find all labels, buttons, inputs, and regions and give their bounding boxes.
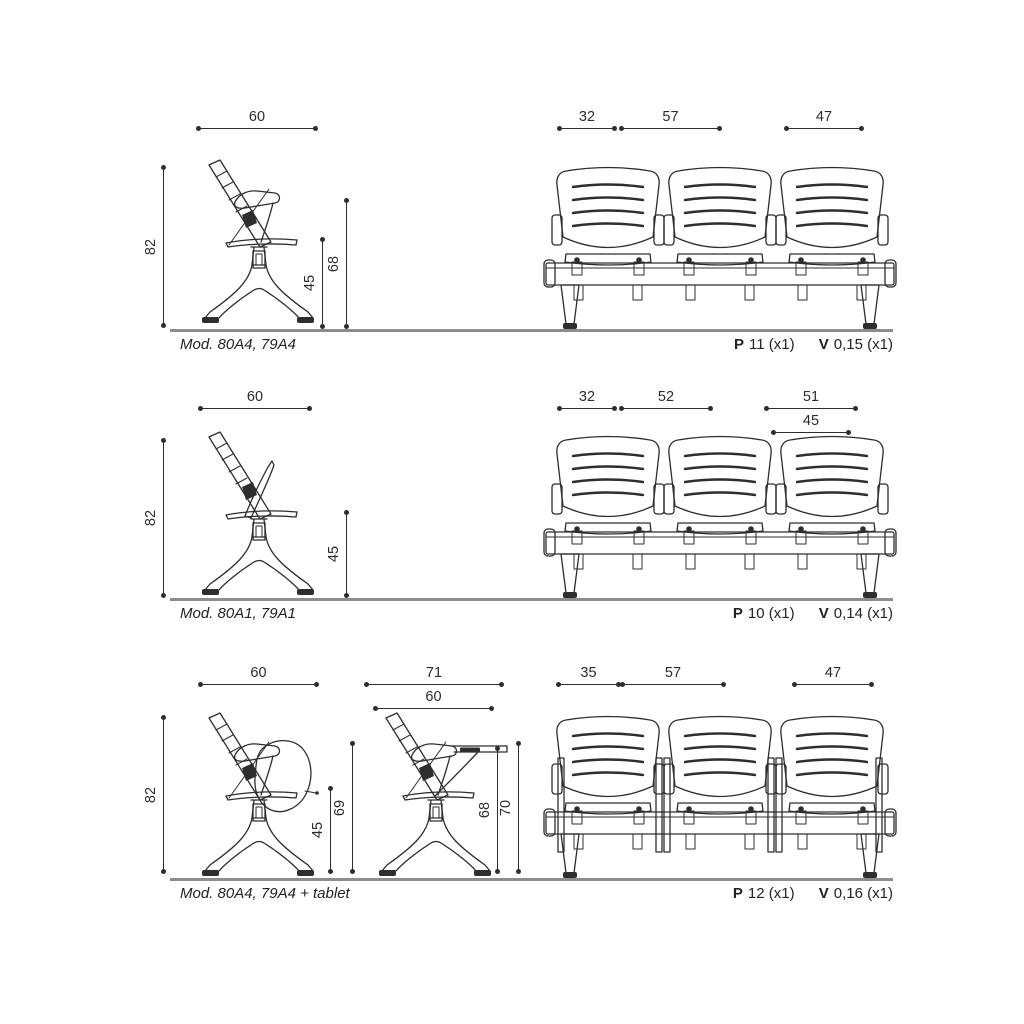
weight-value: 10 (x1) [747, 605, 795, 622]
weight-value: 12 (x1) [747, 885, 795, 902]
dim-value: 82 [143, 509, 159, 527]
volume-value: 0,14 (x1) [833, 605, 893, 622]
dim-side2-width [374, 689, 493, 709]
dim-value: 45 [302, 274, 318, 292]
front-view-bench-drawing [544, 432, 896, 600]
dim-seat-height [326, 511, 347, 597]
side-view-chair-tablet-folded-drawing [185, 705, 335, 881]
dim-value: 57 [664, 665, 682, 681]
volume-label: V [818, 605, 829, 622]
front-view-bench-tablet-drawing [544, 712, 896, 880]
volume-value: 0,15 (x1) [833, 336, 893, 353]
dim-value: 57 [662, 109, 679, 125]
dim-value: 82 [143, 786, 159, 803]
dim-bench-b [620, 389, 712, 409]
dim-value: 35 [580, 665, 597, 681]
dim-value: 70 [498, 799, 514, 816]
dim-bench-c [785, 109, 863, 129]
dim-seat-height [310, 787, 331, 873]
dim-value: 69 [332, 799, 348, 816]
model-label: Mod. 80A4, 79A4 + tablet [180, 885, 350, 902]
weight-label: P [734, 336, 745, 353]
volume-label: V [818, 336, 829, 353]
dim-value: 47 [815, 109, 833, 125]
dim-total-height [143, 439, 164, 597]
dim-bench-c [765, 389, 857, 409]
dim-value: 68 [477, 801, 493, 819]
dim-bench-b [620, 109, 721, 129]
dim-bench-a [558, 109, 616, 129]
dim-seat-height [302, 238, 323, 328]
spec-line [734, 336, 893, 353]
dim-value: 32 [578, 389, 596, 405]
dim-value: 45 [310, 821, 326, 839]
dim-value: 45 [326, 545, 342, 563]
side-view-chair-armless-drawing [185, 424, 335, 600]
volume-label: V [818, 885, 829, 902]
dim-side-width [197, 109, 317, 129]
dim-side-width [199, 665, 318, 685]
dim-bench-c2 [772, 413, 850, 433]
weight-label: P [732, 885, 743, 902]
spec-line [733, 605, 893, 622]
dim-bench-b [621, 665, 725, 685]
baseline-rule [170, 329, 893, 332]
dim-value: 60 [246, 389, 264, 405]
baseline-rule [170, 878, 893, 881]
front-view-bench-drawing [544, 163, 896, 331]
dim-value: 60 [425, 689, 442, 705]
spec-line [733, 885, 893, 902]
dim-value: 60 [248, 109, 266, 125]
dim-total-height [143, 716, 164, 873]
model-label: Mod. 80A4, 79A4 [180, 336, 296, 353]
volume-value: 0,16 (x1) [833, 885, 893, 902]
model-label: Mod. 80A1, 79A1 [180, 605, 296, 622]
dim-bench-a [558, 389, 616, 409]
dim-value: 45 [802, 413, 820, 429]
dim-value: 32 [578, 109, 596, 125]
dim-value: 52 [657, 389, 675, 405]
dim-value: 60 [250, 665, 267, 681]
baseline-rule [170, 598, 893, 601]
weight-value: 11 (x1) [749, 336, 795, 353]
dim-arm-height [326, 199, 347, 328]
dim-bench-c [793, 665, 873, 685]
dim-bench-a [557, 665, 620, 685]
dim-tablet-folded-height [332, 742, 353, 873]
dim-tablet-top-height [498, 742, 519, 873]
dim-total-height [143, 166, 164, 327]
dim-side-width [199, 389, 311, 409]
dim-value: 47 [824, 665, 842, 681]
dim-value: 68 [326, 255, 342, 272]
dim-value: 82 [143, 238, 159, 255]
dim-value: 51 [802, 389, 820, 405]
weight-label: P [732, 605, 743, 622]
dim-value: 71 [425, 665, 443, 681]
dim-side2-total-depth [365, 665, 503, 685]
